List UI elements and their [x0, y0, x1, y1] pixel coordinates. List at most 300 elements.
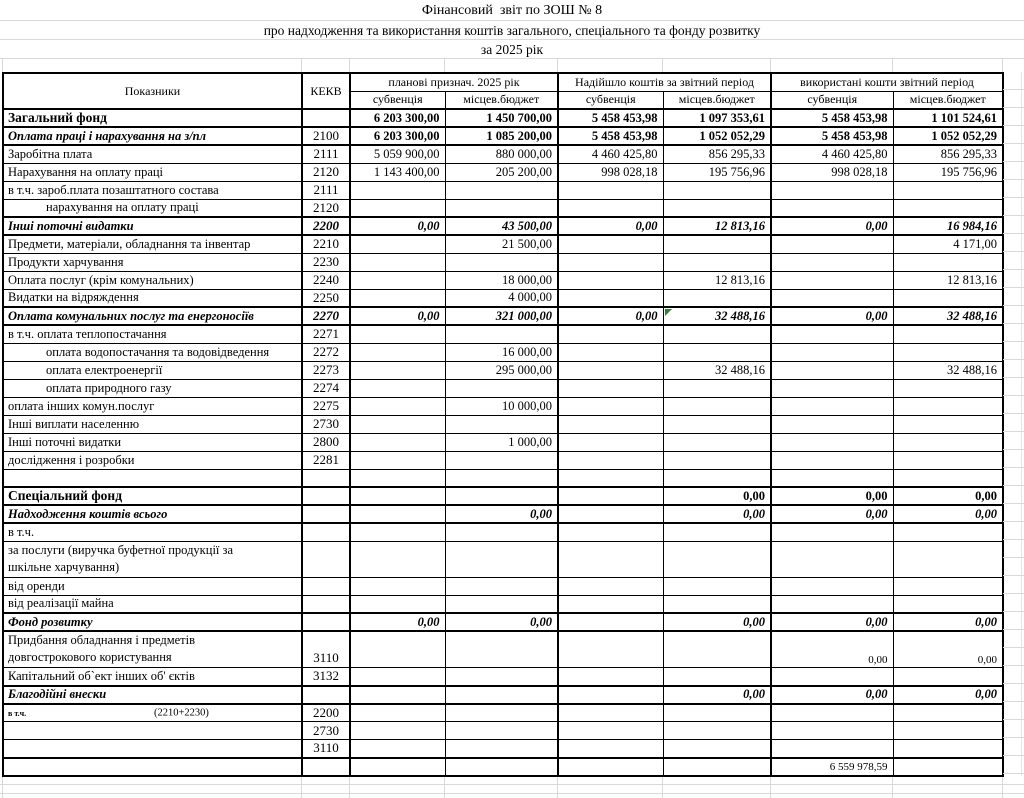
value-cell[interactable] [445, 686, 558, 704]
value-cell[interactable] [445, 704, 558, 722]
value-cell[interactable] [893, 325, 1003, 343]
value-cell[interactable] [350, 415, 445, 433]
value-cell[interactable] [558, 127, 663, 145]
value-cell[interactable] [893, 217, 1003, 235]
value-cell[interactable] [445, 181, 558, 199]
value-cell[interactable] [445, 289, 558, 307]
indicator-cell[interactable]: від оренди [3, 577, 302, 595]
value-cell[interactable] [893, 181, 1003, 199]
value-cell[interactable] [771, 722, 893, 740]
value-cell[interactable] [893, 109, 1003, 127]
value-cell[interactable] [893, 487, 1003, 505]
value-cell[interactable] [350, 217, 445, 235]
value-cell[interactable] [350, 433, 445, 451]
value-cell[interactable] [771, 127, 893, 145]
kekv-cell[interactable]: 3110 [302, 740, 350, 758]
value-cell[interactable] [771, 109, 893, 127]
value-cell[interactable] [771, 235, 893, 253]
value-cell[interactable] [893, 307, 1003, 325]
value-cell[interactable] [350, 613, 445, 631]
value-cell[interactable] [558, 271, 663, 289]
indicator-cell[interactable]: в т.ч. оплата теплопостачання [3, 325, 302, 343]
value-cell[interactable] [558, 379, 663, 397]
value-cell[interactable] [893, 145, 1003, 163]
value-cell[interactable] [663, 415, 771, 433]
value-cell[interactable] [771, 415, 893, 433]
kekv-cell[interactable]: 2200 [302, 704, 350, 722]
value-cell[interactable] [893, 668, 1003, 686]
subcol-header-subvention-used[interactable]: субвенція [771, 91, 893, 109]
value-cell[interactable] [771, 199, 893, 217]
value-cell[interactable] [350, 740, 445, 758]
value-cell[interactable] [771, 505, 893, 523]
value-cell[interactable] [350, 145, 445, 163]
value-cell[interactable] [350, 541, 445, 577]
value-cell[interactable] [445, 595, 558, 613]
indicator-cell[interactable]: Продукти харчування [3, 253, 302, 271]
kekv-cell[interactable]: 2120 [302, 199, 350, 217]
indicator-cell[interactable]: оплата природного газу [3, 379, 302, 397]
kekv-cell[interactable]: 2274 [302, 379, 350, 397]
value-cell[interactable] [771, 433, 893, 451]
kekv-cell[interactable] [302, 505, 350, 523]
value-cell[interactable] [350, 397, 445, 415]
value-cell[interactable] [350, 361, 445, 379]
value-cell[interactable] [445, 343, 558, 361]
value-cell[interactable] [663, 181, 771, 199]
value-cell[interactable] [350, 631, 445, 668]
kekv-cell[interactable]: 2275 [302, 397, 350, 415]
value-cell[interactable] [893, 253, 1003, 271]
value-cell[interactable] [445, 163, 558, 181]
indicator-cell[interactable]: Загальний фонд [3, 109, 302, 127]
value-cell[interactable] [558, 235, 663, 253]
value-cell[interactable] [558, 343, 663, 361]
value-cell[interactable] [663, 686, 771, 704]
value-cell[interactable] [445, 505, 558, 523]
value-cell[interactable] [771, 145, 893, 163]
value-cell[interactable] [893, 505, 1003, 523]
indicator-cell[interactable] [3, 631, 302, 668]
value-cell[interactable] [893, 469, 1003, 487]
value-cell[interactable] [663, 199, 771, 217]
value-cell[interactable] [350, 325, 445, 343]
kekv-column-header[interactable]: КЕКВ [302, 73, 350, 109]
indicator-cell[interactable]: в т.ч. зароб.плата позаштатного состава [3, 181, 302, 199]
kekv-cell[interactable]: 2730 [302, 722, 350, 740]
value-cell[interactable] [893, 722, 1003, 740]
value-cell[interactable] [445, 668, 558, 686]
indicator-cell[interactable] [3, 722, 302, 740]
value-cell[interactable] [663, 523, 771, 541]
value-cell[interactable] [350, 127, 445, 145]
value-cell[interactable] [558, 289, 663, 307]
value-cell[interactable] [350, 379, 445, 397]
value-cell[interactable] [771, 307, 893, 325]
value-cell[interactable] [445, 307, 558, 325]
indicator-cell[interactable]: оплата водопостачання та водовідведення [3, 343, 302, 361]
value-cell[interactable] [771, 451, 893, 469]
kekv-cell[interactable] [302, 109, 350, 127]
value-cell[interactable] [350, 722, 445, 740]
kekv-cell[interactable] [302, 577, 350, 595]
value-cell[interactable] [771, 181, 893, 199]
indicator-cell[interactable]: оплата електроенергії [3, 361, 302, 379]
value-cell[interactable] [663, 469, 771, 487]
value-cell[interactable] [771, 577, 893, 595]
value-cell[interactable] [893, 686, 1003, 704]
grid-gap-band [0, 59, 1024, 72]
kekv-cell[interactable]: 2273 [302, 361, 350, 379]
value-cell[interactable] [771, 541, 893, 577]
value-cell[interactable] [558, 668, 663, 686]
value-cell[interactable] [350, 343, 445, 361]
value-cell[interactable] [893, 163, 1003, 181]
value-cell[interactable] [558, 541, 663, 577]
value-cell[interactable] [771, 595, 893, 613]
kekv-cell[interactable] [302, 613, 350, 631]
value-cell[interactable] [663, 613, 771, 631]
value-cell[interactable] [893, 235, 1003, 253]
value-cell[interactable] [893, 289, 1003, 307]
value-cell[interactable] [558, 740, 663, 758]
value-cell[interactable] [350, 469, 445, 487]
value-cell[interactable] [663, 271, 771, 289]
value-cell[interactable] [350, 271, 445, 289]
value-cell[interactable] [445, 145, 558, 163]
kekv-cell[interactable]: 3110 [302, 631, 350, 668]
indicator-cell[interactable] [3, 758, 302, 776]
value-cell[interactable] [663, 343, 771, 361]
indicator-cell[interactable]: Оплата послуг (крім комунальних) [3, 271, 302, 289]
value-cell[interactable] [771, 523, 893, 541]
value-cell[interactable] [663, 325, 771, 343]
value-cell[interactable] [663, 451, 771, 469]
value-cell[interactable] [893, 758, 1003, 776]
subcol-header-local-budget-used[interactable]: місцев.бюджет [893, 91, 1003, 109]
value-cell[interactable] [663, 631, 771, 668]
value-cell[interactable] [663, 433, 771, 451]
value-cell[interactable] [558, 199, 663, 217]
indicator-cell[interactable]: оплата інших комун.послуг [3, 397, 302, 415]
value-cell[interactable] [445, 577, 558, 595]
value-cell[interactable] [893, 740, 1003, 758]
value-cell[interactable] [663, 740, 771, 758]
indicator-cell[interactable] [3, 541, 302, 577]
group-header-used[interactable]: використані кошти звітний період [771, 73, 1003, 91]
report-period[interactable]: за 2025 рік [0, 40, 1024, 59]
value-cell[interactable] [558, 487, 663, 505]
value-cell[interactable] [558, 361, 663, 379]
value-cell[interactable] [558, 307, 663, 325]
value-cell[interactable] [445, 613, 558, 631]
kekv-cell[interactable] [302, 523, 350, 541]
value-cell[interactable] [558, 253, 663, 271]
value-cell[interactable] [771, 631, 893, 668]
cell-value-text: 5 458 453,98 [591, 128, 658, 143]
value-cell[interactable] [445, 740, 558, 758]
indicator-cell[interactable] [3, 469, 302, 487]
value-cell[interactable] [350, 181, 445, 199]
kekv-cell[interactable] [302, 758, 350, 776]
value-cell[interactable] [893, 704, 1003, 722]
value-cell[interactable] [663, 595, 771, 613]
value-cell[interactable] [893, 361, 1003, 379]
value-cell[interactable] [893, 343, 1003, 361]
kekv-cell[interactable]: 2271 [302, 325, 350, 343]
subcol-header-subvention-received[interactable]: субвенція [558, 91, 663, 109]
value-cell[interactable] [445, 361, 558, 379]
value-cell[interactable] [663, 722, 771, 740]
kekv-cell[interactable]: 2120 [302, 163, 350, 181]
value-cell[interactable] [445, 109, 558, 127]
value-cell[interactable] [771, 271, 893, 289]
value-cell[interactable] [445, 271, 558, 289]
indicator-cell[interactable]: Фонд розвитку [3, 613, 302, 631]
kekv-cell[interactable]: 2240 [302, 271, 350, 289]
value-cell[interactable] [350, 668, 445, 686]
indicator-cell[interactable]: Інші поточні видатки [3, 433, 302, 451]
value-cell[interactable] [771, 740, 893, 758]
group-header-planned[interactable]: планові признач. 2025 рік [350, 73, 558, 91]
value-cell[interactable] [445, 433, 558, 451]
value-cell[interactable] [771, 613, 893, 631]
value-cell[interactable] [350, 451, 445, 469]
value-cell[interactable] [558, 109, 663, 127]
value-cell[interactable] [445, 415, 558, 433]
value-cell[interactable] [893, 397, 1003, 415]
value-cell[interactable] [663, 109, 771, 127]
value-cell[interactable] [771, 325, 893, 343]
indicator-cell[interactable]: Заробітна плата [3, 145, 302, 163]
report-title[interactable]: Фінансовий звіт по ЗОШ № 8 [0, 0, 1024, 21]
value-cell[interactable] [558, 451, 663, 469]
value-cell[interactable] [771, 397, 893, 415]
value-cell[interactable] [558, 163, 663, 181]
report-subtitle[interactable]: про надходження та використання коштів загального, спеціального та фонду розвитку [0, 21, 1024, 40]
value-cell[interactable] [558, 631, 663, 668]
kekv-cell[interactable]: 2270 [302, 307, 350, 325]
value-cell[interactable] [771, 253, 893, 271]
indicator-cell[interactable]: Інші поточні видатки [3, 217, 302, 235]
table-row [3, 704, 1003, 722]
kekv-cell[interactable]: 2281 [302, 451, 350, 469]
value-cell[interactable] [445, 451, 558, 469]
value-cell[interactable] [445, 325, 558, 343]
value-cell[interactable] [350, 595, 445, 613]
value-cell[interactable] [350, 758, 445, 776]
value-cell[interactable] [445, 758, 558, 776]
value-cell[interactable] [445, 541, 558, 577]
value-cell[interactable] [445, 469, 558, 487]
value-cell[interactable] [893, 523, 1003, 541]
value-cell[interactable] [663, 758, 771, 776]
kekv-cell[interactable]: 2250 [302, 289, 350, 307]
kekv-cell[interactable] [302, 541, 350, 577]
value-cell[interactable] [350, 487, 445, 505]
value-cell[interactable] [771, 217, 893, 235]
value-cell[interactable] [663, 307, 771, 325]
value-cell[interactable] [350, 235, 445, 253]
value-cell[interactable] [663, 505, 771, 523]
kekv-cell[interactable] [302, 595, 350, 613]
value-cell[interactable] [771, 704, 893, 722]
value-cell[interactable] [445, 217, 558, 235]
value-cell[interactable] [893, 127, 1003, 145]
value-cell[interactable] [893, 595, 1003, 613]
indicator-note: (2210+2230) [154, 707, 209, 719]
value-cell[interactable] [350, 199, 445, 217]
value-cell[interactable] [663, 577, 771, 595]
value-cell[interactable] [350, 253, 445, 271]
value-cell[interactable] [558, 722, 663, 740]
value-cell[interactable] [663, 704, 771, 722]
value-cell[interactable] [558, 469, 663, 487]
value-cell[interactable] [558, 613, 663, 631]
value-cell[interactable] [893, 271, 1003, 289]
kekv-cell[interactable]: 2230 [302, 253, 350, 271]
value-cell[interactable] [558, 505, 663, 523]
value-cell[interactable] [350, 307, 445, 325]
value-cell[interactable] [663, 397, 771, 415]
group-header-received[interactable]: Надійшло коштів за звітний період [558, 73, 771, 91]
value-cell[interactable] [771, 361, 893, 379]
value-cell[interactable] [893, 613, 1003, 631]
value-cell[interactable] [771, 289, 893, 307]
indicator-cell[interactable]: Оплата праці і нарахування на з/пл [3, 127, 302, 145]
value-cell[interactable] [663, 487, 771, 505]
value-cell[interactable] [558, 217, 663, 235]
value-cell[interactable] [558, 704, 663, 722]
value-cell[interactable] [558, 397, 663, 415]
indicator-cell[interactable]: Благодійні внески [3, 686, 302, 704]
value-cell[interactable] [445, 631, 558, 668]
value-cell[interactable] [445, 253, 558, 271]
value-cell[interactable] [350, 704, 445, 722]
value-cell[interactable] [893, 631, 1003, 668]
value-cell[interactable] [350, 163, 445, 181]
indicator-cell[interactable]: Нарахування на оплату праці [3, 163, 302, 181]
kekv-cell[interactable]: 2730 [302, 415, 350, 433]
value-cell[interactable] [350, 523, 445, 541]
kekv-cell[interactable] [302, 487, 350, 505]
kekv-cell[interactable]: 2200 [302, 217, 350, 235]
value-cell[interactable] [663, 235, 771, 253]
indicator-cell[interactable]: Оплата комунальних послуг та енергоносіїв [3, 307, 302, 325]
value-cell[interactable] [893, 379, 1003, 397]
value-cell[interactable] [558, 415, 663, 433]
indicator-cell[interactable] [3, 740, 302, 758]
value-cell[interactable] [771, 686, 893, 704]
table-row [3, 343, 1003, 361]
kekv-cell[interactable] [302, 469, 350, 487]
value-cell[interactable] [558, 325, 663, 343]
subcol-header-subvention-planned[interactable]: субвенція [350, 91, 445, 109]
value-cell[interactable] [893, 199, 1003, 217]
value-cell[interactable] [663, 361, 771, 379]
indicator-cell[interactable] [3, 704, 302, 722]
indicator-cell[interactable]: дослідження і розробки [3, 451, 302, 469]
indicator-cell[interactable]: Предмети, матеріали, обладнання та інвентар [3, 235, 302, 253]
subcol-header-local-budget-received[interactable]: місцев.бюджет [663, 91, 771, 109]
value-cell[interactable] [445, 523, 558, 541]
value-cell[interactable] [663, 217, 771, 235]
value-cell[interactable] [350, 577, 445, 595]
value-cell[interactable] [350, 686, 445, 704]
value-cell[interactable] [558, 577, 663, 595]
indicator-cell[interactable]: Інші виплати населенню [3, 415, 302, 433]
kekv-cell[interactable]: 2210 [302, 235, 350, 253]
kekv-cell[interactable]: 2111 [302, 181, 350, 199]
value-cell[interactable] [893, 415, 1003, 433]
value-cell[interactable] [663, 541, 771, 577]
value-cell[interactable] [893, 577, 1003, 595]
indicator-cell[interactable]: Надходження коштів всього [3, 505, 302, 523]
value-cell[interactable] [445, 127, 558, 145]
value-cell[interactable] [771, 379, 893, 397]
value-cell[interactable] [350, 505, 445, 523]
value-cell[interactable] [558, 145, 663, 163]
value-cell[interactable] [558, 523, 663, 541]
value-cell[interactable] [350, 289, 445, 307]
kekv-cell[interactable]: 3132 [302, 668, 350, 686]
kekv-cell[interactable]: 2100 [302, 127, 350, 145]
kekv-cell[interactable]: 2272 [302, 343, 350, 361]
value-cell[interactable] [663, 289, 771, 307]
value-cell[interactable] [558, 595, 663, 613]
value-cell[interactable] [771, 487, 893, 505]
value-cell[interactable] [771, 163, 893, 181]
value-cell[interactable] [445, 487, 558, 505]
value-cell[interactable] [558, 686, 663, 704]
kekv-cell[interactable]: 2800 [302, 433, 350, 451]
indicator-cell[interactable]: від реалізації майна [3, 595, 302, 613]
indicator-cell[interactable]: Видатки на відряждення [3, 289, 302, 307]
value-cell[interactable] [663, 127, 771, 145]
value-cell[interactable] [350, 109, 445, 127]
value-cell[interactable] [893, 541, 1003, 577]
kekv-cell[interactable]: 2111 [302, 145, 350, 163]
value-cell[interactable] [663, 145, 771, 163]
value-cell[interactable] [445, 235, 558, 253]
value-cell[interactable] [558, 758, 663, 776]
value-cell[interactable] [663, 253, 771, 271]
value-cell[interactable] [558, 181, 663, 199]
indicator-cell[interactable]: в т.ч. [3, 523, 302, 541]
value-cell[interactable] [771, 343, 893, 361]
indicators-column-header[interactable]: Показники [3, 73, 302, 109]
value-cell[interactable] [663, 668, 771, 686]
value-cell[interactable] [663, 163, 771, 181]
value-cell[interactable] [771, 668, 893, 686]
table-row [3, 740, 1003, 758]
value-cell[interactable] [893, 433, 1003, 451]
subcol-header-local-budget-planned[interactable]: місцев.бюджет [445, 91, 558, 109]
value-cell[interactable] [445, 379, 558, 397]
value-cell[interactable] [893, 451, 1003, 469]
kekv-cell[interactable] [302, 686, 350, 704]
value-cell[interactable] [445, 199, 558, 217]
value-cell[interactable] [558, 433, 663, 451]
indicator-cell[interactable]: Спеціальний фонд [3, 487, 302, 505]
indicator-cell[interactable]: Капітальний об`ект інших об' єктів [3, 668, 302, 686]
value-cell[interactable] [663, 379, 771, 397]
indicator-cell[interactable]: нарахування на оплату праці [3, 199, 302, 217]
value-cell[interactable] [771, 758, 893, 776]
value-cell[interactable] [445, 722, 558, 740]
value-cell[interactable] [771, 469, 893, 487]
value-cell[interactable] [445, 397, 558, 415]
